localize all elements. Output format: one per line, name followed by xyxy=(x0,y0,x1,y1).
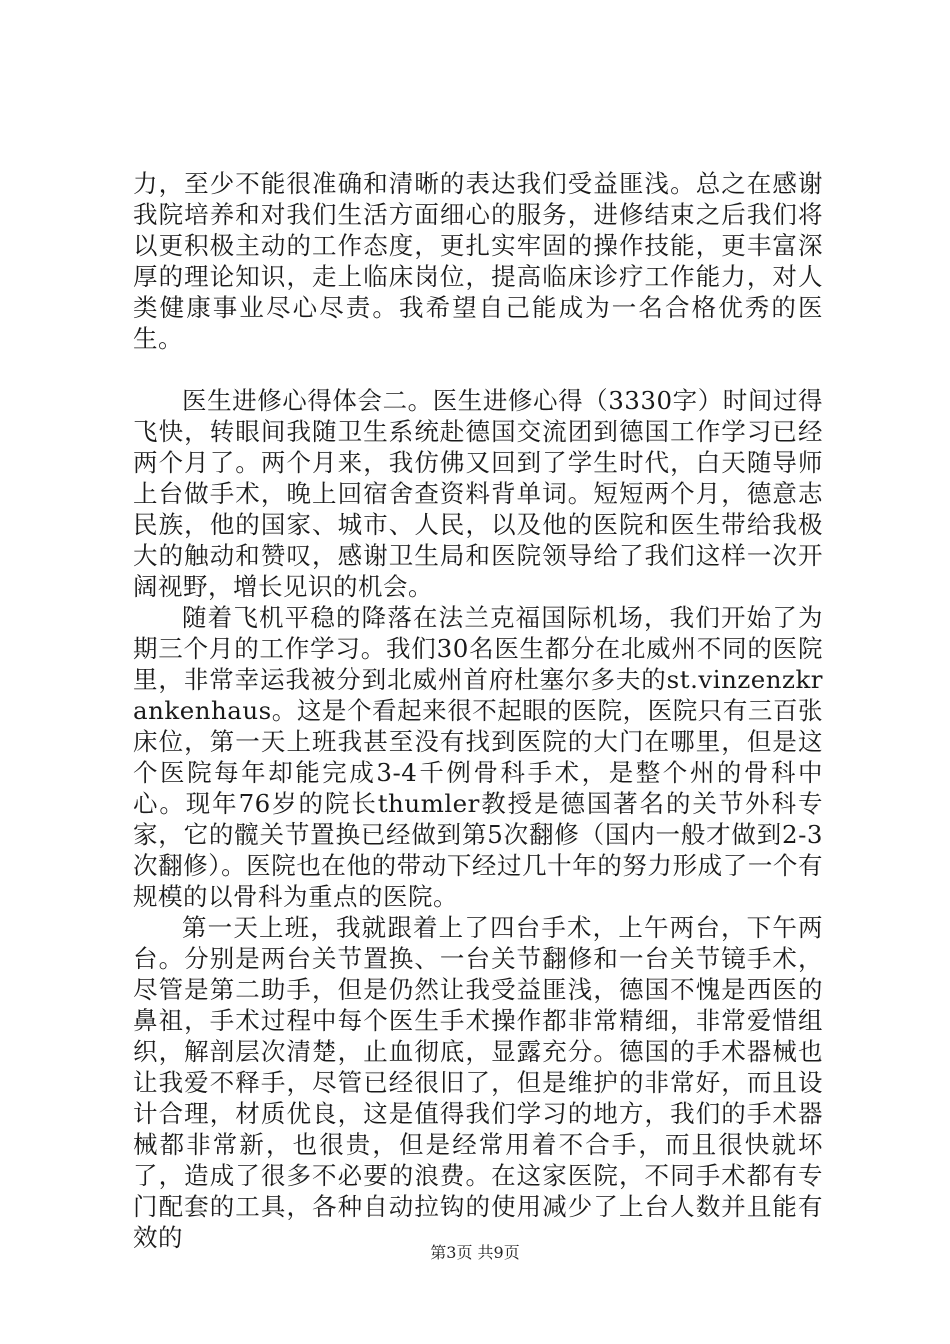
paragraph-3: 随着飞机平稳的降落在法兰克福国际机场，我们开始了为期三个月的工作学习。我们30名医生都分在北威州不同的医院里，非常幸运我被分到北威州首府杜塞尔多夫的st.vinzenzkrankenhaus。这是个看起来很不起眼的医院，医院只有三百张床位，第一天上班我甚至没有找到医院的大门在哪里，但是这个医院每年却能完成3-4千例骨科手术，是整个州的骨科中心。现年76岁的院长thumler教授是德国著名的关节外科专家，它的髋关节置换已经做到第5次翻修（国内一般才做到2-3次翻修）。医院也在他的带动下经过几十年的努力形成了一个有规模的以骨科为重点的医院。 xyxy=(133,603,823,911)
document-body xyxy=(133,168,823,1253)
page-number-label: 第3页 共9页 xyxy=(430,1243,520,1262)
paragraph-4: 第一天上班，我就跟着上了四台手术，上午两台，下午两台。分别是两台关节置换、一台关节翻修和一台关节镜手术，尽管是第二助手，但是仍然让我受益匪浅，德国不愧是西医的鼻祖，手术过程中每个医生手术操作都非常精细，非常爱惜组织，解剖层次清楚，止血彻底，显露充分。德国的手术器械也让我爱不释手，尽管已经很旧了，但是维护的非常好，而且设计合理，材质优良，这是值得我们学习的地方，我们的手术器械都非常新，也很贵，但是经常用着不合手，而且很快就坏了，造成了很多不必要的浪费。在这家医院，不同手术都有专门配套的工具，各种自动拉钩的使用减少了上台人数并且能有效的 xyxy=(133,913,823,1252)
paragraph-2: 医生进修心得体会二。医生进修心得（3330字）时间过得飞快，转眼间我随卫生系统赴德国交流团到德国工作学习已经两个月了。两个月来，我仿佛又回到了学生时代，白天随导师上台做手术，晚上回宿舍查资料背单词。短短两个月，德意志民族，他的国家、城市、人民，以及他的医院和医生带给我极大的触动和赞叹，感谢卫生局和医院领导给了我们这样一次开阔视野，增长见识的机会。 xyxy=(133,386,823,601)
paragraph-1: 力，至少不能很准确和清晰的表达我们受益匪浅。总之在感谢我院培养和对我们生活方面细心的服务，进修结束之后我们将以更积极主动的工作态度，更扎实牢固的操作技能，更丰富深厚的理论知识，走上临床岗位，提高临床诊疗工作能力，对人类健康事业尽心尽责。我希望自己能成为一名合格优秀的医生。 xyxy=(133,169,823,353)
page-footer xyxy=(0,1243,950,1263)
